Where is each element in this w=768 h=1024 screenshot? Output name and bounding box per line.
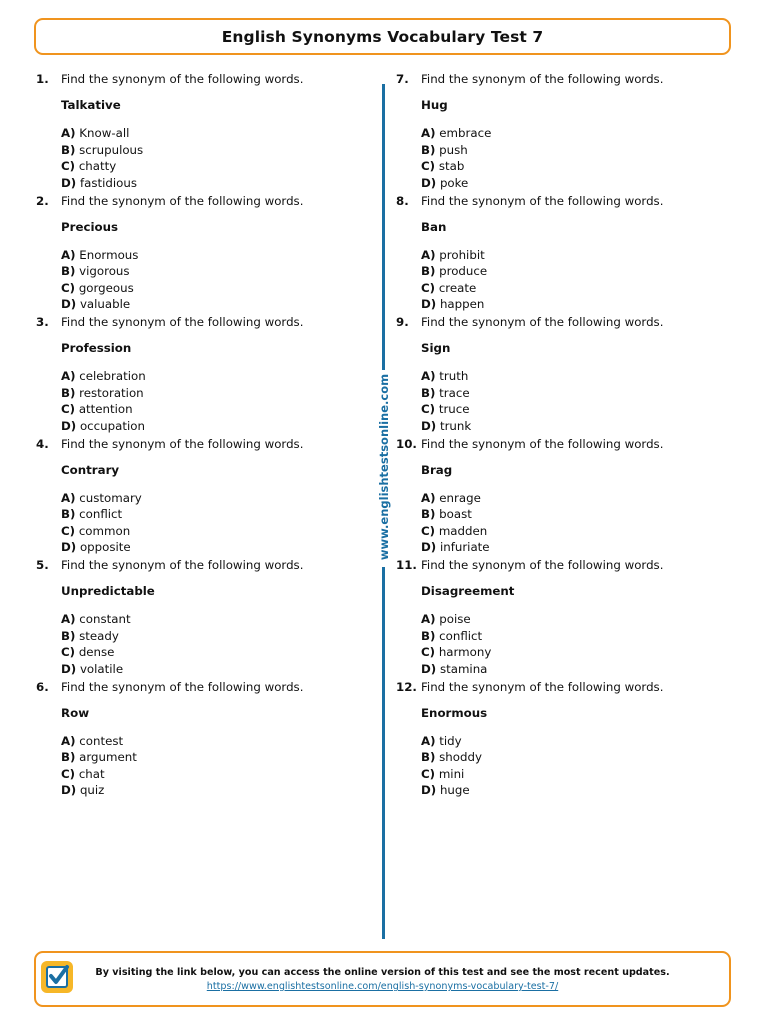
question-item <box>36 315 336 437</box>
answer-options <box>61 247 138 313</box>
question-item <box>396 680 696 802</box>
option-letter: D) <box>61 540 77 554</box>
column-divider-bottom <box>382 567 385 939</box>
option-letter: B) <box>421 750 436 764</box>
answer-option[interactable] <box>61 749 137 766</box>
option-text: mini <box>438 766 465 781</box>
question-number: 7. <box>396 72 409 86</box>
question-number: 12. <box>396 679 417 694</box>
question-number: 1. <box>36 72 49 86</box>
answer-option[interactable] <box>421 611 491 628</box>
option-letter: D) <box>421 783 437 797</box>
answer-option[interactable] <box>61 733 137 750</box>
option-letter: C) <box>421 523 436 538</box>
answer-option[interactable] <box>61 523 142 540</box>
answer-option[interactable] <box>421 280 487 297</box>
answer-options <box>421 733 482 799</box>
option-text: produce <box>439 264 488 278</box>
question-number: 8. <box>396 193 409 208</box>
option-letter: B) <box>421 385 436 400</box>
option-letter: A) <box>421 490 436 505</box>
question-item <box>396 194 696 316</box>
question-word: Enormous <box>421 705 488 720</box>
page-title-box <box>34 18 731 55</box>
answer-option[interactable] <box>61 628 131 645</box>
question-prompt: Find the synonym of the following words. <box>421 193 664 208</box>
option-text: attention <box>78 402 133 416</box>
answer-option[interactable] <box>61 506 142 523</box>
answer-options <box>61 490 142 556</box>
option-text: Enormous <box>79 247 139 262</box>
question-item <box>36 72 336 194</box>
answer-options <box>61 368 146 434</box>
option-letter: B) <box>421 628 436 643</box>
question-prompt: Find the synonym of the following words. <box>61 72 304 86</box>
question-prompt: Find the synonym of the following words. <box>421 72 664 86</box>
question-prompt: Find the synonym of the following words. <box>61 679 304 694</box>
option-text: poke <box>439 175 469 190</box>
question-word: Precious <box>61 219 119 234</box>
option-letter: B) <box>61 385 76 400</box>
question-word: Brag <box>421 462 453 477</box>
option-text: huge <box>439 783 470 797</box>
answer-option[interactable] <box>61 175 143 192</box>
question-prompt: Find the synonym of the following words. <box>421 558 664 572</box>
option-text: contest <box>79 733 124 748</box>
answer-options <box>61 733 137 799</box>
option-text: conflict <box>439 628 483 643</box>
option-letter: A) <box>61 126 76 140</box>
option-letter: D) <box>61 175 77 190</box>
option-text: madden <box>438 523 488 538</box>
answer-option[interactable] <box>421 247 487 264</box>
answer-option[interactable] <box>61 247 138 264</box>
answer-option[interactable] <box>421 418 471 435</box>
answer-option[interactable] <box>61 158 143 175</box>
question-item <box>36 680 336 802</box>
answer-option[interactable] <box>421 142 491 159</box>
option-letter: A) <box>61 369 76 383</box>
option-letter: B) <box>61 628 76 643</box>
question-word: Ban <box>421 219 447 234</box>
option-text: harmony <box>438 645 492 659</box>
question-word: Disagreement <box>421 584 515 598</box>
option-text: gorgeous <box>78 280 134 295</box>
option-letter: A) <box>421 247 436 262</box>
option-text: occupation <box>79 418 145 433</box>
question-number: 10. <box>396 436 417 451</box>
option-letter: D) <box>61 661 77 676</box>
option-text: truth <box>439 369 469 383</box>
option-text: shoddy <box>439 750 482 764</box>
option-letter: D) <box>61 297 77 311</box>
option-text: tidy <box>439 733 462 748</box>
option-letter: D) <box>421 418 437 433</box>
option-letter: C) <box>61 523 76 538</box>
answer-option[interactable] <box>421 296 487 313</box>
option-text: embrace <box>439 126 492 140</box>
answer-option[interactable] <box>61 142 143 159</box>
answer-option[interactable] <box>421 733 482 750</box>
question-item <box>396 558 696 680</box>
option-letter: B) <box>61 750 76 764</box>
option-letter: C) <box>61 402 76 416</box>
question-word: Row <box>61 705 90 720</box>
option-letter: A) <box>421 369 436 383</box>
option-letter: D) <box>421 540 437 554</box>
answer-option[interactable] <box>61 782 137 799</box>
answer-option[interactable] <box>61 661 131 678</box>
answer-option[interactable] <box>421 263 487 280</box>
option-text: push <box>439 142 468 157</box>
option-letter: A) <box>421 733 436 748</box>
answer-option[interactable] <box>421 158 491 175</box>
answer-option[interactable] <box>61 125 143 142</box>
option-text: create <box>438 280 477 295</box>
question-number: 5. <box>36 558 49 572</box>
option-text: valuable <box>79 297 131 311</box>
option-letter: D) <box>421 661 437 676</box>
question-item <box>396 437 696 559</box>
questions-column-left <box>36 72 336 801</box>
question-number: 2. <box>36 193 49 208</box>
question-word: Contrary <box>61 462 120 477</box>
answer-option[interactable] <box>421 385 471 402</box>
option-text: restoration <box>79 385 144 400</box>
question-prompt: Find the synonym of the following words. <box>421 315 664 329</box>
footer-box <box>34 951 731 1007</box>
answer-option[interactable] <box>421 644 491 661</box>
question-number: 11. <box>396 558 417 572</box>
answer-option[interactable] <box>61 539 142 556</box>
answer-options <box>421 125 491 191</box>
option-text: stab <box>438 159 465 173</box>
answer-option[interactable] <box>61 280 138 297</box>
question-item <box>396 315 696 437</box>
option-text: steady <box>79 628 119 643</box>
question-prompt: Find the synonym of the following words. <box>61 558 304 572</box>
answer-option[interactable] <box>61 418 146 435</box>
question-prompt: Find the synonym of the following words. <box>61 315 304 329</box>
option-letter: C) <box>421 402 436 416</box>
answer-option[interactable] <box>61 368 146 385</box>
answer-options <box>421 247 487 313</box>
option-text: constant <box>79 612 131 626</box>
option-text: common <box>78 523 131 538</box>
option-letter: B) <box>61 264 76 278</box>
column-divider-top <box>382 84 385 370</box>
option-letter: D) <box>61 783 77 797</box>
option-letter: C) <box>61 280 76 295</box>
answer-option[interactable] <box>421 175 491 192</box>
answer-option[interactable] <box>421 628 491 645</box>
answer-options <box>61 611 131 677</box>
option-text: Know-all <box>79 126 130 140</box>
option-text: chatty <box>78 159 117 173</box>
option-text: enrage <box>439 490 481 505</box>
option-text: chat <box>78 766 105 781</box>
footer-link[interactable]: https://www.englishtestsonline.com/english-synonyms-vocabulary-test-7/ <box>206 981 559 992</box>
footer-text: By visiting the link below, you can access the online version of this test and see the most recent updates. <box>95 967 670 978</box>
page-title: English Synonyms Vocabulary Test 7 <box>221 27 544 46</box>
option-letter: A) <box>61 733 76 748</box>
option-letter: C) <box>61 645 76 659</box>
option-text: trace <box>439 385 470 400</box>
answer-option[interactable] <box>421 125 491 142</box>
option-text: happen <box>439 297 485 311</box>
answer-option[interactable] <box>421 661 491 678</box>
option-text: stamina <box>439 661 488 676</box>
answer-option[interactable] <box>61 766 137 783</box>
question-word: Talkative <box>61 98 121 112</box>
question-item <box>36 437 336 559</box>
option-text: truce <box>438 402 470 416</box>
option-text: customary <box>79 490 142 505</box>
option-letter: B) <box>421 264 436 278</box>
option-letter: C) <box>421 766 436 781</box>
option-text: scrupulous <box>79 142 144 157</box>
question-prompt: Find the synonym of the following words. <box>421 679 664 694</box>
answer-option[interactable] <box>421 766 482 783</box>
answer-option[interactable] <box>61 296 138 313</box>
option-letter: B) <box>421 507 436 521</box>
option-letter: D) <box>421 175 437 190</box>
option-text: dense <box>78 645 115 659</box>
option-text: vigorous <box>79 264 130 278</box>
option-letter: C) <box>421 645 436 659</box>
option-letter: A) <box>421 612 436 626</box>
answer-options <box>421 368 471 434</box>
answer-option[interactable] <box>421 749 482 766</box>
answer-option[interactable] <box>61 611 131 628</box>
option-text: volatile <box>79 661 124 676</box>
option-letter: C) <box>61 159 76 173</box>
side-watermark-url: www.englishtestsonline.com <box>377 373 391 561</box>
option-text: infuriate <box>439 540 490 554</box>
question-item <box>396 72 696 194</box>
option-letter: A) <box>61 612 76 626</box>
option-text: prohibit <box>439 247 485 262</box>
question-number: 4. <box>36 436 49 451</box>
option-letter: D) <box>421 297 437 311</box>
question-prompt: Find the synonym of the following words. <box>61 436 304 451</box>
option-text: poise <box>439 612 471 626</box>
option-text: celebration <box>79 369 146 383</box>
answer-option[interactable] <box>61 490 142 507</box>
answer-option[interactable] <box>421 539 490 556</box>
option-letter: B) <box>421 142 436 157</box>
answer-option[interactable] <box>421 782 482 799</box>
question-word: Hug <box>421 98 448 112</box>
option-text: trunk <box>439 418 472 433</box>
question-number: 9. <box>396 315 409 329</box>
option-text: fastidious <box>79 175 137 190</box>
answer-options <box>421 611 491 677</box>
answer-options <box>421 490 490 556</box>
option-letter: C) <box>421 280 436 295</box>
option-letter: B) <box>61 507 76 521</box>
question-item <box>36 558 336 680</box>
answer-option[interactable] <box>421 523 490 540</box>
option-letter: A) <box>421 126 436 140</box>
option-text: conflict <box>79 507 123 521</box>
option-letter: C) <box>61 766 76 781</box>
question-word: Profession <box>61 341 132 355</box>
answer-option[interactable] <box>61 401 146 418</box>
option-text: argument <box>79 750 137 764</box>
option-letter: D) <box>61 418 77 433</box>
answer-option[interactable] <box>421 506 490 523</box>
answer-option[interactable] <box>61 385 146 402</box>
option-letter: C) <box>421 159 436 173</box>
option-text: quiz <box>79 783 105 797</box>
question-item <box>36 194 336 316</box>
question-word: Unpredictable <box>61 584 155 598</box>
answer-option[interactable] <box>61 263 138 280</box>
option-letter: B) <box>61 142 76 157</box>
questions-column-right <box>396 72 696 801</box>
answer-options <box>61 125 143 191</box>
answer-option[interactable] <box>421 490 490 507</box>
answer-option[interactable] <box>421 368 471 385</box>
question-word: Sign <box>421 341 451 355</box>
option-letter: A) <box>61 247 76 262</box>
question-number: 6. <box>36 679 49 694</box>
answer-option[interactable] <box>61 644 131 661</box>
option-text: opposite <box>79 540 131 554</box>
question-prompt: Find the synonym of the following words. <box>61 193 304 208</box>
option-text: boast <box>439 507 472 521</box>
question-number: 3. <box>36 315 49 329</box>
answer-option[interactable] <box>421 401 471 418</box>
question-prompt: Find the synonym of the following words. <box>421 436 664 451</box>
option-letter: A) <box>61 490 76 505</box>
